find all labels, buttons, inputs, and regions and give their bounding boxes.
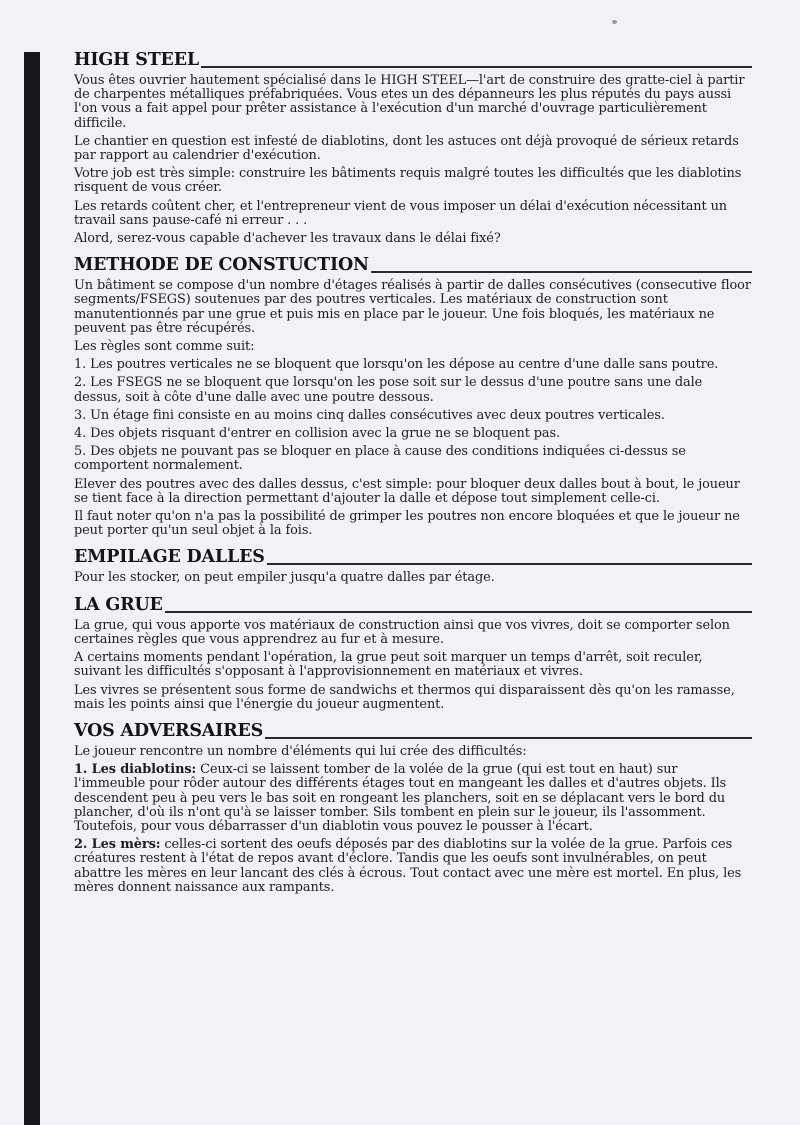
heading-title: METHODE DE CONSTUCTION: [74, 255, 369, 276]
enemy-description: celles-ci sortent des oeufs déposés par des diablotins sur la volée de la grue. Parfois ces créatures restent à l'état de repos avant d'éclore. Tandis que les oeufs sont invulnérables, on peut abattre les mères en leur lancant des clés à écrous. Tout contact avec une mère est mortel. En plus, les mères donnent naissance aux rampants.: [74, 837, 742, 895]
manual-page: [74, 50, 752, 899]
section-heading: [74, 595, 752, 616]
paragraph: Elever des poutres avec des dalles dessus, c'est simple: pour bloquer deux dalles bout à bout, le joueur se tient face à la direction permettant d'ajouter la dalle et dépose tout simplement celle-ci.: [74, 476, 740, 506]
paragraph: Le chantier en question est infesté de diablotins, dont les astuces ont déjà provoqué de sérieux retards par rapport au calendrier d'exécution.: [74, 133, 739, 164]
heading-title: LA GRUE: [74, 594, 163, 615]
section-vos-adversaires: [74, 721, 752, 895]
section-heading: [74, 547, 752, 568]
paragraph: Un bâtiment se compose d'un nombre d'étages réalisés à partir de dalles consécutives (consecutive floor segments/FSEGS) soutenues par des poutres verticales. Les matériaux de construction sont manutentionnés par une grue et puis mis en place par le joueur. Une fois bloqués, les matériaux ne peuvent pas être récupérés.: [74, 278, 751, 336]
section-high-steel: [74, 50, 752, 246]
rule-item: 3. Un étage fini consiste en au moins cinq dalles consécutives avec deux poutres verticales.: [74, 407, 665, 423]
paragraph: A certains moments pendant l'opération, la grue peut soit marquer un temps d'arrêt, soit reculer, suivant les difficultés s'opposant à l'approvisionnement en matériaux et vivres.: [74, 650, 703, 680]
section-heading: [74, 721, 752, 742]
section-heading: [74, 255, 752, 276]
enemy-label: 1. Les diablotins:: [74, 762, 197, 778]
section-la-grue: [74, 595, 752, 712]
heading-rule: [201, 66, 752, 68]
enemy-item: [74, 763, 752, 834]
paper-speck: [612, 20, 617, 24]
enemy-description: Ceux-ci se laissent tomber de la volée de la grue (qui est tout en haut) sur l'immeuble pour rôder autour des différents étages tout en mangeant les dalles et d'autres objets. Ils descendent peu à peu vers le bas soit en rongeant les planchers, soit en se déplacant vers le bord du plancher, d'où ils n'ont qu'à se laisser tomber. Sils tombent en plein sur le joueur, ils l'assomment. Toutefois, pour vous débarrasser d'un diablotin vous pouvez le pousser à l'écart.: [74, 762, 727, 834]
section-empilage-dalles: [74, 547, 752, 585]
paragraph: Les retards coûtent cher, et l'entrepreneur vient de vous imposer un délai d'exécution nécessitant un travail sans pause-café ni erreur . . .: [74, 198, 727, 228]
rule-item: 1. Les poutres verticales ne se bloquent que lorsqu'on les dépose au centre d'une dalle sans poutre.: [74, 357, 719, 373]
binding-bar: [24, 52, 40, 1125]
paragraph: Vous êtes ouvrier hautement spécialisé dans le HIGH STEEL—l'art de construire des gratte-ciel à partir de charpentes métalliques préfabriquées. Vous etes un des dépanneurs les plus réputés du pays aussi l'on vous a fait appel pour prêter assistance à l'exécution d'un marché d'ouvrage particulièrement difficile.: [74, 73, 745, 131]
enemy-label: 2. Les mèrs:: [74, 837, 161, 853]
paragraph: Le joueur rencontre un nombre d'éléments qui lui crée des difficultés:: [74, 743, 527, 759]
heading-title: VOS ADVERSAIRES: [74, 720, 264, 741]
heading-rule: [267, 563, 752, 565]
paragraph: Il faut noter qu'on n'a pas la possibilité de grimper les poutres non encore bloquées et que le joueur ne peut porter qu'un seul objet à la fois.: [74, 509, 740, 539]
section-methode-construction: [74, 255, 752, 538]
rule-item: 2. Les FSEGS ne se bloquent que lorsqu'on les pose soit sur le dessus d'une poutre sans une dale dessus, soit à côte d'une dalle avec une poutre dessous.: [74, 375, 703, 405]
heading-rule: [265, 737, 752, 739]
heading-rule: [371, 271, 752, 273]
rule-item: 5. Des objets ne pouvant pas se bloquer en place à cause des conditions indiquées ci-dessus se comportent normalement.: [74, 444, 686, 474]
heading-title: EMPILAGE DALLES: [74, 547, 265, 568]
heading-title: HIGH STEEL: [74, 50, 199, 70]
paragraph: Les vivres se présentent sous forme de sandwichs et thermos qui disparaissent dès qu'on les ramasse, mais les points ainsi que l'énergie du joueur augmentent.: [74, 682, 735, 712]
paragraph: Les règles sont comme suit:: [74, 339, 255, 355]
paragraph: Pour les stocker, on peut empiler jusqu'a quatre dalles par étage.: [74, 570, 495, 586]
paragraph: La grue, qui vous apporte vos matériaux de construction ainsi que vos vivres, doit se comporter selon certaines règles que vous apprendrez au fur et à mesure.: [74, 617, 730, 647]
section-heading: [74, 50, 752, 71]
paragraph: Alord, serez-vous capable d'achever les travaux dans le délai fixé?: [74, 231, 501, 247]
rule-item: 4. Des objets risquant d'entrer en collision avec la grue ne se bloquent pas.: [74, 426, 561, 442]
heading-rule: [165, 611, 752, 613]
paragraph: Votre job est très simple: construire les bâtiments requis malgré toutes les difficultés que les diablotins risquent de vous créer.: [74, 166, 742, 196]
enemy-item: [74, 838, 752, 895]
